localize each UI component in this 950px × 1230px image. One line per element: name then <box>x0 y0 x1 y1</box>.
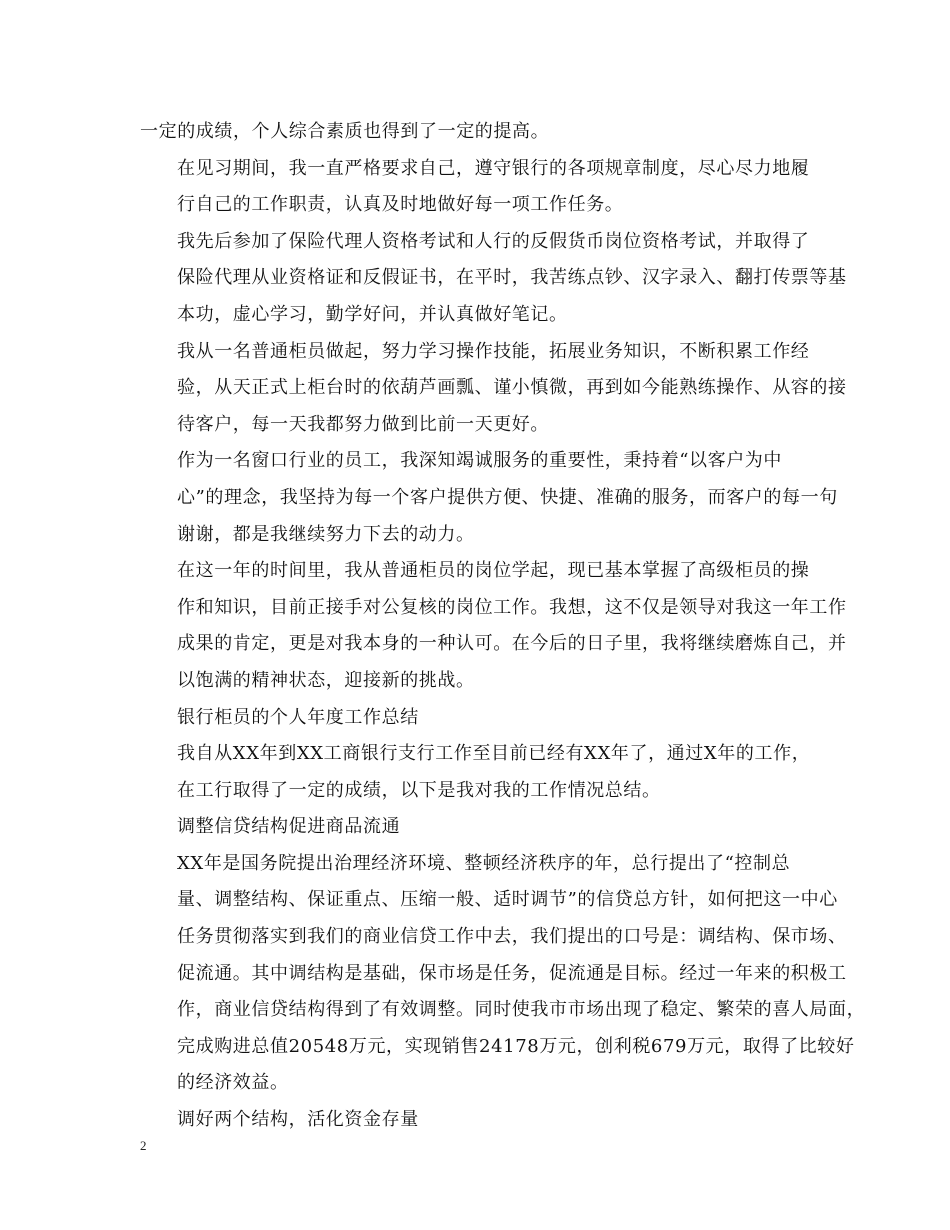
text-line: 谢谢，都是我继续努力下去的动力。 <box>177 523 475 545</box>
paragraph <box>140 700 830 737</box>
paragraph <box>140 809 830 846</box>
paragraph <box>140 736 830 809</box>
paragraph <box>140 1102 830 1139</box>
text-line: 心”的理念，我坚持为每一个客户提供方便、快捷、准确的服务，而客户的每一句 <box>177 486 838 508</box>
text-line: 保险代理从业资格证和反假证书，在平时，我苦练点钞、汉字录入、翻打传票等基 <box>177 267 847 289</box>
text-line: 作和知识，目前正接手对公复核的岗位工作。我想，这不仅是领导对我这一年工作 <box>177 596 847 618</box>
text-line: 行自己的工作职责，认真及时地做好每一项工作任务。 <box>177 194 624 216</box>
paragraph <box>140 151 830 224</box>
text-line: 验，从天正式上柜台时的依葫芦画瓢、谨小慎微，再到如今能熟练操作、从容的接 <box>177 377 847 399</box>
text-line: 量、调整结构、保证重点、压缩一般、适时调节”的信贷总方针，如何把这一中心 <box>177 889 838 911</box>
text-line: 我从一名普通柜员做起，努力学习操作技能，拓展业务知识，不断积累工作经 <box>177 340 810 362</box>
text-line: 在见习期间，我一直严格要求自己，遵守银行的各项规章制度，尽心尽力地履 <box>177 157 810 179</box>
text-line: 调整信贷结构促进商品流通 <box>177 816 401 838</box>
text-line: 促流通。其中调结构是基础，保市场是任务，促流通是目标。经过一年来的积极工 <box>177 962 847 984</box>
text-line: 以饱满的精神状态，迎接新的挑战。 <box>177 669 475 691</box>
paragraph <box>140 224 847 334</box>
text-line: 一定的成绩，个人综合素质也得到了一定的提高。 <box>140 121 550 142</box>
text-line: 待客户，每一天我都努力做到比前一天更好。 <box>177 413 549 435</box>
text-line: 作，商业信贷结构得到了有效调整。同时使我市市场出现了稳定、繁荣的喜人局面， <box>177 999 866 1021</box>
paragraph <box>140 553 847 699</box>
text-line: 成果的肯定，更是对我本身的一种认可。在今后的日子里，我将继续磨炼自己，并 <box>177 633 847 655</box>
paragraph <box>140 846 866 1102</box>
text-line: 我自从XX年到XX工商银行支行工作至目前已经有XX年了，通过X年的工作， <box>177 743 811 765</box>
text-line: 银行柜员的个人年度工作总结 <box>177 706 419 728</box>
text-line: 在这一年的时间里，我从普通柜员的岗位学起，现已基本掌握了高级柜员的操 <box>177 560 810 582</box>
paragraph <box>140 443 838 553</box>
paragraph <box>140 114 830 151</box>
text-line: 我先后参加了保险代理人资格考试和人行的反假货币岗位资格考试，并取得了 <box>177 230 810 252</box>
document-body <box>140 114 866 1139</box>
paragraph <box>140 334 847 444</box>
text-line: 作为一名窗口行业的员工，我深知竭诚服务的重要性，秉持着“以客户为中 <box>177 450 782 472</box>
text-line: 在工行取得了一定的成绩，以下是我对我的工作情况总结。 <box>177 779 661 801</box>
text-line: 调好两个结构，活化资金存量 <box>177 1109 419 1131</box>
page-number: 2 <box>140 1138 147 1153</box>
text-line: XX年是国务院提出治理经济环境、整顿经济秩序的年，总行提出了“控制总 <box>177 852 791 874</box>
text-line: 本功，虚心学习，勤学好问，并认真做好笔记。 <box>177 303 568 325</box>
text-line: 的经济效益。 <box>177 1072 289 1094</box>
text-line: 完成购进总值20548万元，实现销售24178万元，创利税679万元，取得了比较好 <box>177 1035 855 1057</box>
text-line: 任务贯彻落实到我们的商业信贷工作中去，我们提出的口号是：调结构、保市场、 <box>177 926 847 948</box>
